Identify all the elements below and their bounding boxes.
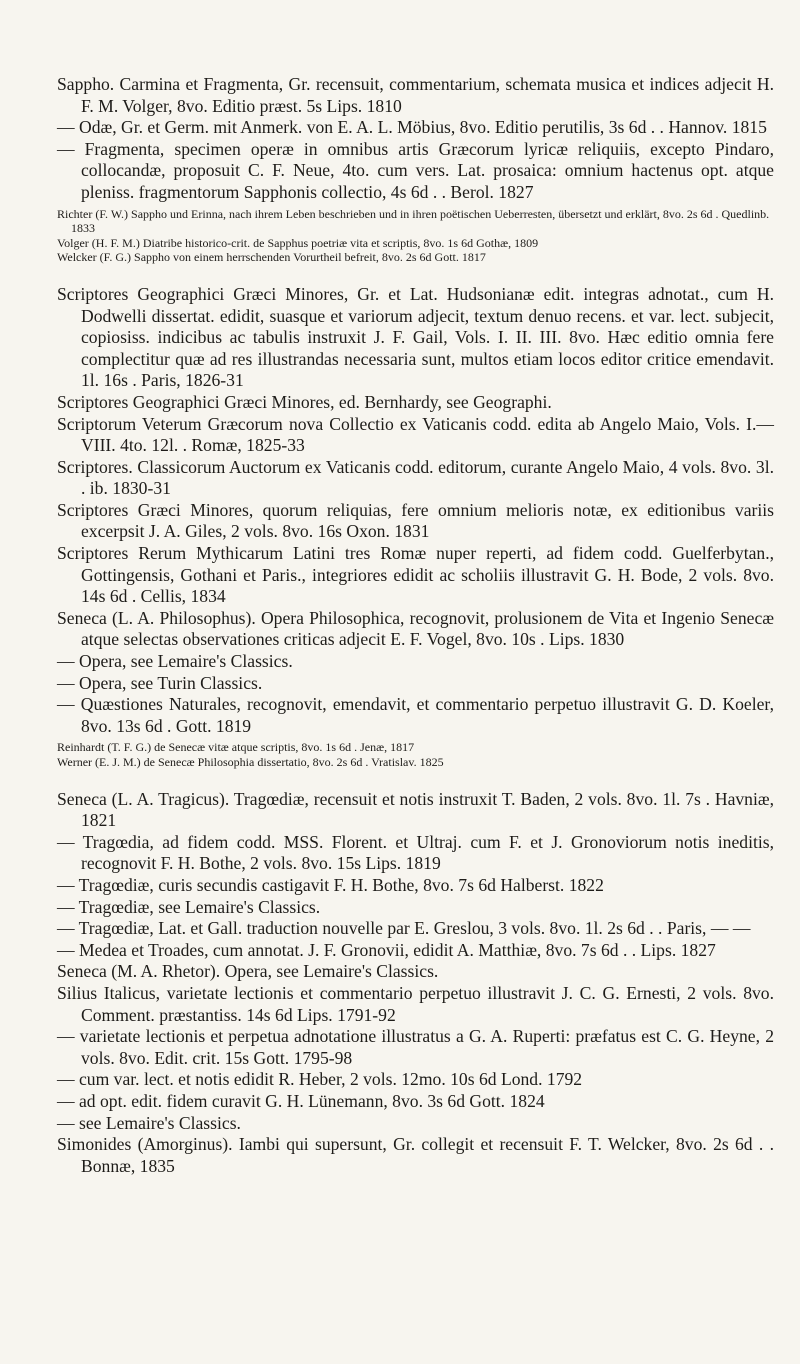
entry-line: — Odæ, Gr. et Germ. mit Anmerk. von E. A. L. Möbius, 8vo. Editio perutilis, 3s 6d . . Hannov. 1815 (57, 117, 767, 138)
note-line: Richter (F. W.) Sappho und Erinna, nach ihrem Leben beschrieben und in ihren poëtischen Ueberresten, übersetzt und erklärt, 8vo. 2s 6d . Quedlinb. 1833 (57, 206, 770, 236)
entry-line: Scriptorum Veterum Græcorum nova Collectio ex Vaticanis codd. edita ab Angelo Maio, Vols. I.—VIII. 4to. 12l. . Romæ, 1825-33 (57, 413, 774, 456)
entry-line: Seneca (L. A. Philosophus). Opera Philosophica, recognovit, prolusionem de Vita et Ingenio Senecæ atque selectas observationes criticas adjecit E. F. Vogel, 8vo. 10s . Lips. 1830 (57, 607, 774, 650)
note-line: Reinhardt (T. F. G.) de Senecæ vitæ atque scriptis, 8vo. 1s 6d . Jenæ, 1817 (57, 740, 415, 755)
spacer (57, 774, 774, 789)
entry-line: — Opera, see Turin Classics. (57, 672, 263, 693)
entry-line: Scriptores Græci Minores, quorum reliquias, fere omnium melioris notæ, ex editionibus variis excerpsit J. A. Giles, 2 vols. 8vo. 16s Oxon. 1831 (57, 499, 774, 542)
entry-line: Silius Italicus, varietate lectionis et commentario perpetuo illustravit J. C. G. Ernesti, 2 vols. 8vo. Comment. præstantiss. 14s 6d Lips. 1791-92 (57, 982, 774, 1025)
entry-line: Simonides (Amorginus). Iambi qui supersunt, Gr. collegit et recensuit F. T. Welcker, 8vo. 2s 6d . . Bonnæ, 1835 (57, 1134, 774, 1176)
note-line: Welcker (F. G.) Sappho von einem herrschenden Vorurtheil befreit, 8vo. 2s 6d Gott. 1817 (57, 250, 486, 265)
entry-line: Sappho. Carmina et Fragmenta, Gr. recensuit, commentarium, schemata musica et indices adjecit H. F. M. Volger, 8vo. Editio præst. 5s Lips. 1810 (57, 74, 774, 116)
entry-line: Seneca (M. A. Rhetor). Opera, see Lemaire's Classics. (57, 961, 439, 982)
entry-line: — Tragœdiæ, see Lemaire's Classics. (57, 896, 321, 917)
entry-seneca-tragicus (57, 789, 774, 1178)
entry-line: Scriptores Geographici Græci Minores, Gr. et Lat. Hudsonianæ edit. integras adnotat., cum H. Dodwelli dissertat. edidit, suasque et variorum adjecit, textum denuo recens. et var. lect. subjecit, copiosiss. indicibus ac tabulis instruxit J. F. Gail, Vols. I. II. III. 8vo. Hæc editio omnia fere complectitur quæ ad res illustrandas necessaria sunt, multos etiam locos editor critice emendavit. 1l. 16s . Paris, 1826-31 (57, 283, 774, 391)
entry-line: — Tragœdiæ, Lat. et Gall. traduction nouvelle par E. Greslou, 3 vols. 8vo. 1l. 2s 6d . . Paris, — — (57, 918, 751, 939)
entry-line: — Tragœdiæ, curis secundis castigavit F. H. Bothe, 8vo. 7s 6d Halberst. 1822 (57, 874, 604, 895)
entry-line: — Medea et Troades, cum annotat. J. F. Gronovii, edidit A. Matthiæ, 8vo. 7s 6d . . Lips. 1827 (57, 939, 716, 960)
entry-line: — Quæstiones Naturales, recognovit, emendavit, et commentario perpetuo illustravit G. D. Koeler, 8vo. 13s 6d . Gott. 1819 (57, 694, 774, 736)
entry-line: — Opera, see Lemaire's Classics. (57, 651, 293, 672)
entry-line: — see Lemaire's Classics. (57, 1112, 241, 1133)
entry-line: — varietate lectionis et perpetua adnotatione illustratus a G. A. Ruperti: præfatus est C. G. Heyne, 2 vols. 8vo. Edit. crit. 15s Gott. 1795-98 (57, 1026, 774, 1068)
entry-sappho (57, 74, 774, 204)
entry-line: — cum var. lect. et notis edidit R. Heber, 2 vols. 12mo. 10s 6d Lond. 1792 (57, 1069, 583, 1090)
entry-line: Scriptores. Classicorum Auctorum ex Vaticanis codd. editorum, curante Angelo Maio, 4 vols. 8vo. 3l. . ib. 1830-31 (57, 456, 774, 499)
spacer (57, 269, 774, 284)
entry-line: Scriptores Geographici Græci Minores, ed. Bernhardy, see Geographi. (57, 391, 552, 412)
notes-sappho (57, 207, 774, 265)
entry-line: — Tragœdia, ad fidem codd. MSS. Florent. et Ultraj. cum F. et J. Gronoviorum notis ineditis, recognovit F. H. Bothe, 2 vols. 8vo. 15s Lips. 1819 (57, 831, 774, 874)
entry-line: Seneca (L. A. Tragicus). Tragœdiæ, recensuit et notis instruxit T. Baden, 2 vols. 8vo. 1l. 7s . Havniæ, 1821 (57, 788, 774, 831)
entry-line: Scriptores Rerum Mythicarum Latini tres Romæ nuper reperti, ad fidem codd. Guelferbytan., Gottingensis, Gothani et Paris., integriores edidit ac scholiis illustravit G. H. Bode, 2 vols. 8vo. 14s 6d . Cellis, 1834 (57, 543, 774, 607)
entry-line: — ad opt. edit. fidem curavit G. H. Lünemann, 8vo. 3s 6d Gott. 1824 (57, 1090, 545, 1111)
entry-scriptores (57, 284, 774, 737)
entry-line: — Fragmenta, specimen operæ in omnibus artis Græcorum lyricæ reliquiis, excepto Pindaro, collocandæ, proposuit C. F. Neue, 4to. cum vers. Lat. prosaica: omnium hactenus opt. atque pleniss. fragmentorum Sapphonis collectio, 4s 6d . . Berol. 1827 (57, 138, 774, 202)
note-line: Volger (H. F. M.) Diatribe historico-crit. de Sapphus poetriæ vita et scriptis, 8vo. 1s 6d Gothæ, 1809 (57, 235, 539, 250)
notes-seneca-philosophus (57, 740, 774, 769)
note-line: Werner (E. J. M.) de Senecæ Philosophia dissertatio, 8vo. 2s 6d . Vratislav. 1825 (57, 755, 444, 769)
